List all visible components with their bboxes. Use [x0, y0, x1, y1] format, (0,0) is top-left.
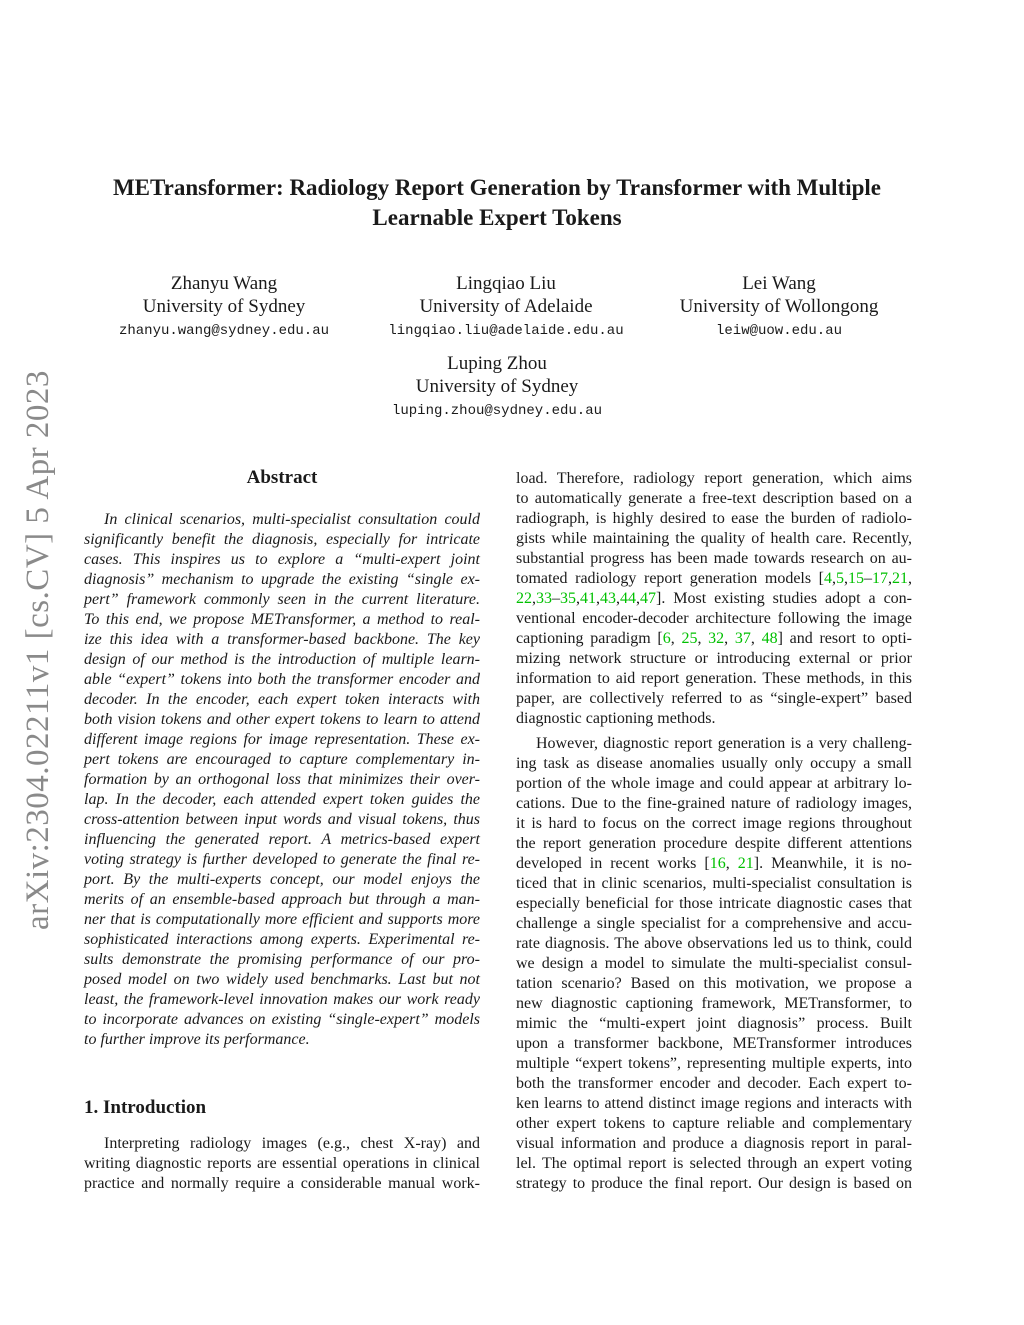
text-line: sophisticated interactions among experts. Experimental re- — [84, 931, 480, 948]
text-line: tation scenario? Based on this motivation, we propose a — [516, 975, 912, 992]
text-line: formation by an orthogonal loss that minimizes their over- — [84, 771, 480, 788]
author-affiliation: University of Sydney — [415, 376, 579, 397]
text-line: upon a transformer backbone, METransformer introduces — [516, 1035, 912, 1052]
text-line: lel. The optimal report is selected through an expert voting — [516, 1155, 912, 1172]
text-line: voting strategy is further developed to generate the final re- — [84, 851, 480, 868]
author-email[interactable]: lingqiao.liu@adelaide.edu.au — [388, 323, 624, 339]
text-line: posed model on two widely used benchmarks. Last but not — [84, 971, 480, 988]
citation-link[interactable]: 22 — [516, 590, 532, 607]
text-line: new diagnostic captioning framework, METransformer, to — [516, 995, 912, 1012]
paragraph — [516, 469, 912, 729]
text-line: pert tokens are encouraged to capture complementary in- — [84, 751, 480, 768]
citation-link[interactable]: 25 — [681, 630, 698, 647]
author-affiliation: University of Sydney — [142, 296, 306, 317]
text-line: practice and normally require a considerable manual work- — [84, 1175, 480, 1192]
text-line: However, diagnostic report generation is a very challeng- — [536, 735, 912, 752]
text-line: paper, are collectively referred to as “single-expert” based — [516, 690, 912, 707]
text-line: diagnostic captioning methods. — [516, 710, 716, 727]
text-line: substantial progress has been made towards research on au- — [516, 550, 912, 567]
text-line: cations. Due to the fine-grained nature of radiology images, — [516, 795, 912, 812]
citation-link[interactable]: 16 — [709, 855, 726, 872]
citation-link[interactable]: 17 — [872, 570, 888, 587]
text-line: we design a model to simulate the multi-specialist consul- — [516, 955, 912, 972]
introduction-paragraph — [84, 1134, 480, 1194]
text-line: information to aid report generation. These methods, in this — [516, 670, 912, 687]
text-line: to incorporate advances on existing “single-expert” models — [84, 1011, 480, 1028]
citation-link[interactable]: 37 — [734, 630, 751, 647]
title-line: Learnable Expert Tokens — [372, 205, 622, 230]
citation-link[interactable]: 41 — [580, 590, 596, 607]
citation-link[interactable]: 44 — [620, 590, 636, 607]
text-line: captioning paradigm [6, 25, 32, 37, 48] and resort to opti- — [516, 630, 913, 647]
author-email[interactable]: leiw@uow.edu.au — [715, 323, 843, 339]
text-line: tomated radiology report generation models [4,5,15–17,21, — [516, 570, 912, 587]
text-line: the report generation procedure despite different attentions — [516, 835, 912, 852]
citation-link[interactable]: 21 — [737, 855, 754, 872]
author-name: Luping Zhou — [447, 353, 547, 374]
author-block — [356, 272, 656, 343]
text-line: writing diagnostic reports are essential operations in clinical — [84, 1155, 480, 1172]
text-line: it is hard to focus on the correct image regions throughout — [516, 815, 912, 832]
text-line: to further improve its performance. — [84, 1031, 310, 1048]
abstract-body — [84, 510, 480, 1050]
text-line: ner that is computationally more efficient and supports more — [84, 911, 480, 928]
title-line: METransformer: Radiology Report Generation by Transformer with Multiple — [112, 175, 882, 200]
author-affiliation: University of Adelaide — [419, 296, 593, 317]
text-line: challenge a single specialist for a comprehensive and accu- — [516, 915, 912, 932]
citation-link[interactable]: 4 — [824, 570, 832, 587]
text-line: mimic the “multi-expert joint diagnosis” process. Built — [516, 1015, 912, 1032]
text-line: different image regions for image representation. These ex- — [84, 731, 480, 748]
author-email[interactable]: zhanyu.wang@sydney.edu.au — [118, 323, 330, 339]
text-line: pert” framework commonly seen in the current literature. — [84, 591, 480, 608]
citation-link[interactable]: 47 — [640, 590, 656, 607]
text-line: able “expert” tokens into both the transformer encoder and — [84, 671, 480, 688]
author-block — [629, 272, 929, 343]
arxiv-stamp: arXiv:2304.02211v1 [cs.CV] 5 Apr 2023 — [20, 370, 56, 930]
text-line: sults demonstrate the promising performance of our pro- — [84, 951, 480, 968]
text-line: ken learns to attend distinct image regions and interacts with — [516, 1095, 912, 1112]
text-line: diagnosis” mechanism to upgrade the existing “single ex- — [84, 571, 480, 588]
text-line: In clinical scenarios, multi-specialist consultation could — [104, 511, 480, 528]
text-line: cross-attention between input words and visual tokens, thus — [84, 811, 480, 828]
citation-link[interactable]: 32 — [708, 630, 725, 647]
author-block — [347, 352, 647, 423]
text-line: cases. This inspires us to explore a “multi-expert joint — [84, 551, 480, 568]
left-column — [84, 466, 480, 1194]
text-line: gists while maintaining the quality of health care. Recently, — [516, 530, 912, 547]
citation-link[interactable]: 5 — [836, 570, 844, 587]
text-line: rate diagnosis. The above observations led us to think, could — [516, 935, 912, 952]
text-line: 22,33–35,41,43,44,47]. Most existing studies adopt a con- — [516, 590, 912, 607]
author-block — [74, 272, 374, 343]
text-line: both vision tokens and other expert tokens to learn to attend — [84, 711, 480, 728]
author-affiliation: University of Wollongong — [679, 296, 879, 317]
text-line: lap. In the decoder, each attended expert token guides the — [84, 791, 480, 808]
right-column — [516, 469, 912, 1199]
text-line: significantly benefit the diagnosis, especially for intricate — [84, 531, 480, 548]
author-email[interactable]: luping.zhou@sydney.edu.au — [391, 403, 603, 419]
author-name: Zhanyu Wang — [170, 273, 278, 294]
text-line: visual information and produce a diagnosis report in paral- — [516, 1135, 912, 1152]
text-line: port. By the multi-experts concept, our model enjoys the — [84, 871, 480, 888]
citation-link[interactable]: 43 — [600, 590, 616, 607]
text-line: design of our method is the introduction of multiple learn- — [84, 651, 480, 668]
text-line: radiograph, is highly desired to ease the burden of radiolo- — [516, 510, 912, 527]
text-line: portion of the whole image and could appear at arbitrary lo- — [516, 775, 912, 792]
text-line: merits of an ensemble-based approach but through a man- — [84, 891, 480, 908]
text-line: both the transformer encoder and decoder. Each expert to- — [516, 1075, 912, 1092]
text-line: ventional encoder-decoder architecture following the image — [516, 610, 912, 627]
citation-link[interactable]: 33 — [536, 590, 552, 607]
text-line: influencing the generated report. A metrics-based expert — [84, 831, 480, 848]
citation-link[interactable]: 6 — [662, 630, 671, 647]
author-name: Lei Wang — [742, 273, 816, 294]
text-line: other expert tokens to capture reliable and complementary — [516, 1115, 912, 1132]
text-line: ize this idea with a transformer-based backbone. The key — [84, 631, 480, 648]
citation-link[interactable]: 15 — [848, 570, 864, 587]
abstract-heading: Abstract — [246, 467, 318, 488]
text-line: load. Therefore, radiology report generation, which aims — [516, 470, 912, 487]
paragraph — [516, 734, 912, 1194]
text-line: decoder. In the encoder, each expert token interacts with — [84, 691, 480, 708]
text-line: mizing network structure or introducing external or prior — [516, 650, 912, 667]
citation-link[interactable]: 48 — [761, 630, 778, 647]
text-line: strategy to produce the final report. Our design is based on — [516, 1175, 912, 1192]
author-name: Lingqiao Liu — [456, 273, 556, 294]
text-line: developed in recent works [16, 21]. Meanwhile, it is no- — [516, 855, 912, 872]
citation-link[interactable]: 35 — [560, 590, 576, 607]
text-line: To this end, we propose METransformer, a method to real- — [84, 611, 480, 628]
text-line: especially beneficial for those intricate diagnostic cases that — [516, 895, 912, 912]
citation-link[interactable]: 21 — [892, 570, 908, 587]
text-line: to automatically generate a free-text description based on a — [516, 490, 912, 507]
text-line: multiple “expert tokens”, representing multiple experts, into — [516, 1055, 912, 1072]
introduction-heading: 1. Introduction — [84, 1097, 207, 1118]
text-line: ticed that in clinic scenarios, multi-specialist consultation is — [516, 875, 912, 892]
text-line: ing task as disease anomalies usually only occupy a small — [516, 755, 912, 772]
text-line: Interpreting radiology images (e.g., chest X-ray) and — [104, 1135, 480, 1152]
paper-title — [60, 173, 934, 233]
text-line: least, the framework-level innovation makes our work ready — [84, 991, 480, 1008]
